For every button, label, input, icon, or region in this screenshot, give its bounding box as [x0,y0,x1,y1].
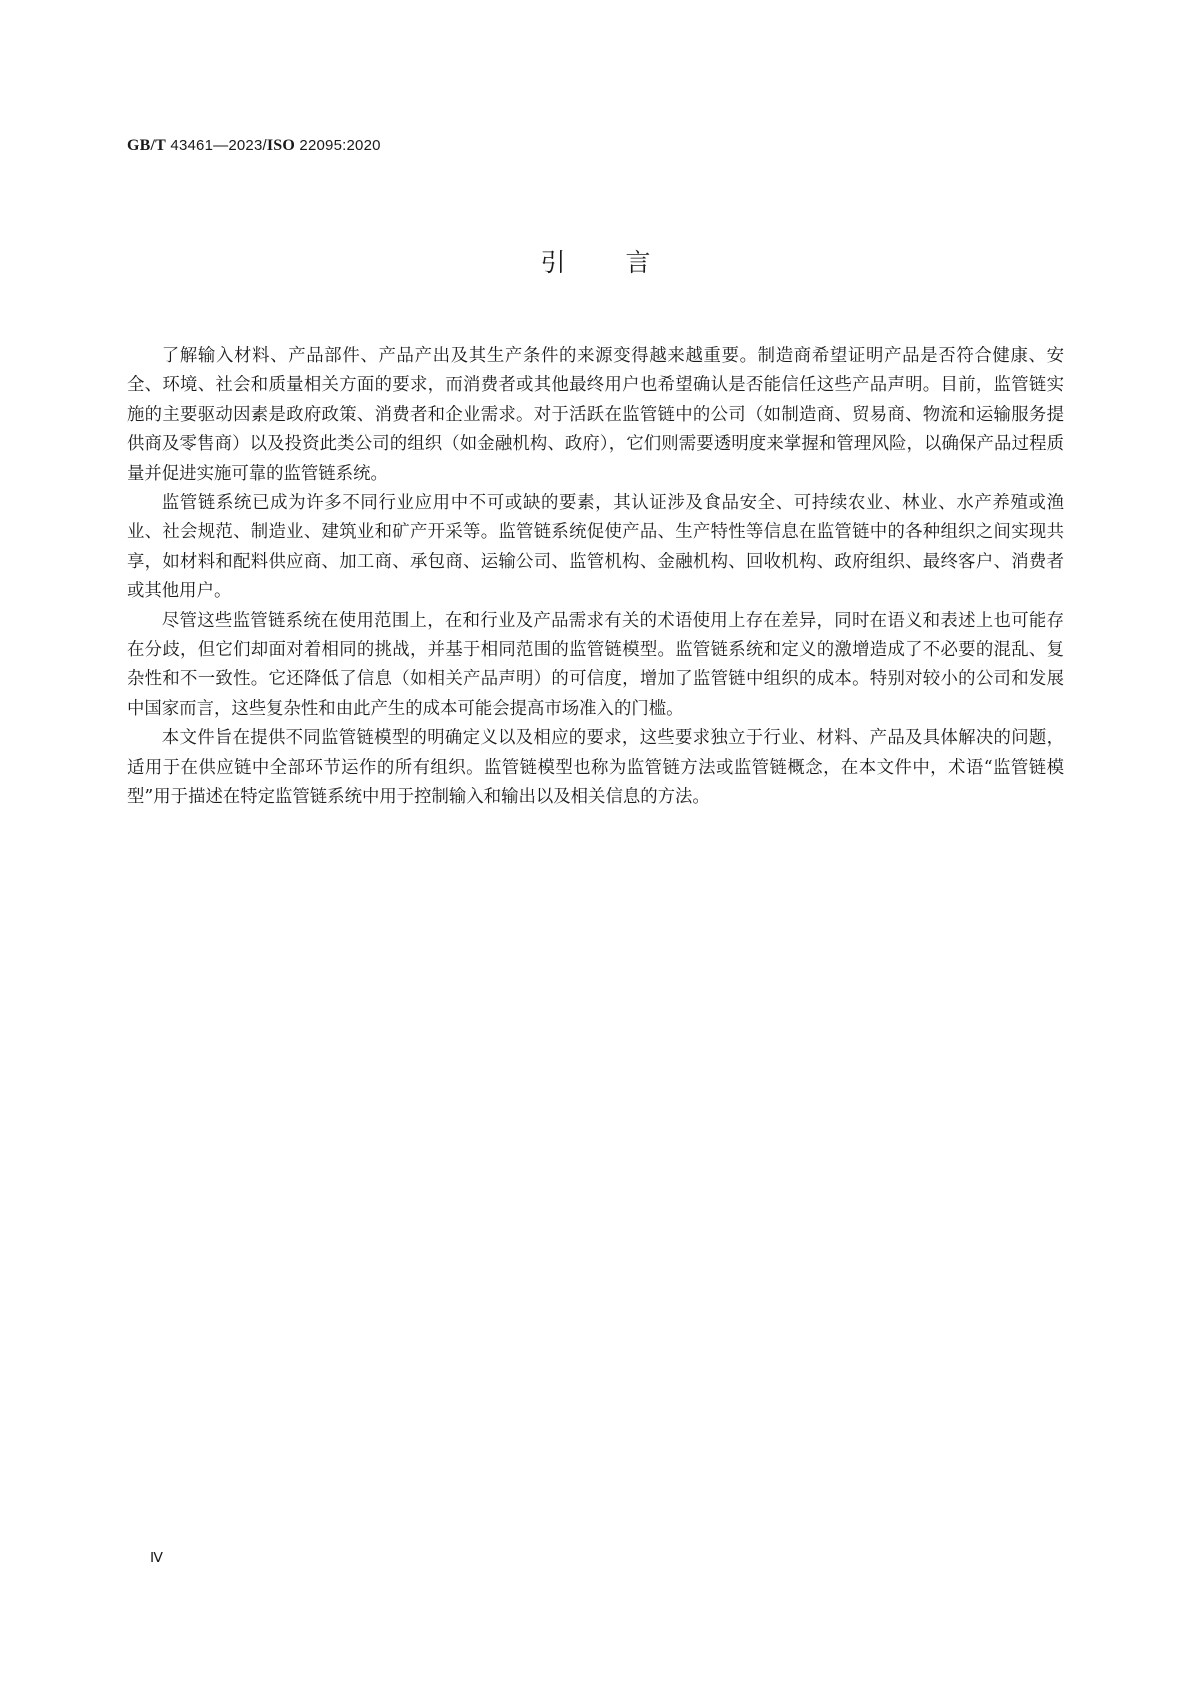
standard-prefix: GB/T [127,137,167,154]
paragraph-2: 监管链系统已成为许多不同行业应用中不可或缺的要素，其认证涉及食品安全、可持续农业、林业、水产养殖或渔业、社会规范、制造业、建筑业和矿产开采等。监管链系统促使产品、生产特性等信息在监管链中的各种组织之间实现共享，如材料和配料供应商、加工商、承包商、运输公司、监管机构、金融机构、回收机构、政府组织、最终客户、消费者或其他用户。 [127,493,1064,602]
page-title [0,243,1191,279]
iso-prefix: ISO [266,137,296,154]
iso-number: 22095:2020 [299,137,381,154]
introduction-body [127,342,1064,813]
standard-number: 43461—2023/ [170,137,267,154]
standard-header [127,137,381,155]
paragraph-1: 了解输入材料、产品部件、产品产出及其生产条件的来源变得越来越重要。制造商希望证明产品是否符合健康、安全、环境、社会和质量相关方面的要求，而消费者或其他最终用户也希望确认是否能信任这些产品声明。目前，监管链实施的主要驱动因素是政府政策、消费者和企业需求。对于活跃在监管链中的公司（如制造商、贸易商、物流和运输服务提供商及零售商）以及投资此类公司的组织（如金融机构、政府），它们则需要透明度来掌握和管理风险，以确保产品过程质量并促进实施可靠的监管链系统。 [127,346,1064,484]
title-char-2: 言 [625,248,651,277]
paragraph-4: 本文件旨在提供不同监管链模型的明确定义以及相应的要求，这些要求独立于行业、材料、产品及具体解决的问题，适用于在供应链中全部环节运作的所有组织。监管链模型也称为监管链方法或监管链概念，在本文件中，术语“监管链模型”用于描述在特定监管链系统中用于控制输入和输出以及相关信息的方法。 [127,728,1064,808]
title-char-1: 引 [540,248,566,277]
paragraph-3: 尽管这些监管链系统在使用范围上，在和行业及产品需求有关的术语使用上存在差异，同时在语义和表述上也可能存在分歧，但它们却面对着相同的挑战，并基于相同范围的监管链模型。监管链系统和定义的激增造成了不必要的混乱、复杂性和不一致性。它还降低了信息（如相关产品声明）的可信度，增加了监管链中组织的成本。特别对较小的公司和发展中国家而言，这些复杂性和由此产生的成本可能会提高市场准入的门槛。 [127,610,1064,719]
page-number: Ⅳ [150,1551,163,1566]
